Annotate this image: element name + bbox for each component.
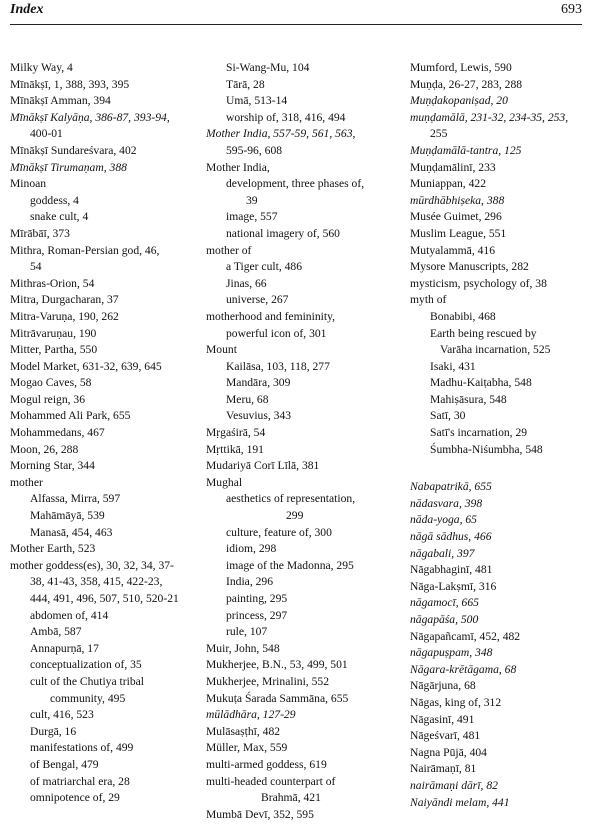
index-entry: Muir, John, 548 [206,641,280,655]
index-entry: Mṛttikā, 191 [206,442,264,456]
index-entry: Mithra, Roman-Persian god, 46, [10,243,160,257]
index-subentry: rule, 107 [226,625,268,639]
index-subentry: Jinas, 66 [226,276,267,290]
index-entry: Milky Way, 4 [10,61,73,74]
index-subentry: of matriarchal era, 28 [30,774,130,788]
index-entry: muṇḍamālā, 231-32, 234-35, 253, [410,110,569,124]
index-entry: Mohammedans, 467 [10,426,105,440]
index-subentry: national imagery of, 560 [226,226,340,240]
index-entry: Mother India, [206,160,270,174]
index-subentry: manifestations of, 499 [30,741,134,755]
index-subentry: idiom, 298 [226,542,277,556]
index-subentry: Madhu-Kaiṭabha, 548 [430,376,532,390]
index-subentry: image, 557 [226,210,278,224]
index-subentry: cult, 416, 523 [30,708,94,722]
index-entry-continuation: Brahmā, 421 [261,791,321,805]
index-entry-continuation: 255 [430,127,448,141]
index-entry: Morning Star, 344 [10,459,95,473]
index-subentry: Alfassa, Mirra, 597 [30,492,121,506]
index-entry: mūrdhābhiṣeka, 388 [410,193,505,207]
index-entry: Mitra, Durgacharan, 37 [10,293,119,307]
index-entry: Nāgabhaginī, 481 [410,563,493,577]
index-entry: Mudariyā Corī Līlā, 381 [206,459,320,473]
index-entry: mūlādhāra, 127-29 [206,708,296,722]
index-entry: Mukherjee, Mrinalini, 552 [206,674,329,688]
index-entry: Mogul reign, 36 [10,392,86,406]
index-subentry-continuation: Varāha incarnation, 525 [440,343,551,357]
index-subentry: omnipotence of, 29 [30,791,120,805]
index-column-2 [206,60,394,823]
index-subentry: snake cult, 4 [30,210,89,224]
index-entry: Nabapatrikā, 655 [410,480,492,494]
index-entry-continuation: 38, 41-43, 358, 415, 422-23, [30,575,163,589]
index-subentry: aesthetics of representation, [226,492,356,506]
index-entry: multi-headed counterpart of [206,774,336,788]
index-entry: Naiyāndi melam, 441 [410,795,510,809]
index-subentry: Si-Wang-Mu, 104 [226,61,310,74]
index-entry: nāda-yoga, 65 [410,513,477,527]
index-entry: mother goddess(es), 30, 32, 34, 37- [10,558,174,572]
index-entry: Mughal [206,475,243,489]
index-entry: Mīnākṣī, 1, 388, 393, 395 [10,77,130,91]
index-subentry: princess, 297 [226,608,288,622]
index-entry: Müller, Max, 559 [206,741,288,755]
index-entry: nādasvara, 398 [410,496,483,510]
index-column-1 [10,60,195,807]
index-entry: Mount [206,343,237,357]
index-entry: Mīnākṣī Kalyāṇa, 386-87, 393-94, [10,110,170,124]
index-entry: Nāgasinī, 491 [410,712,475,726]
index-entry: Mother India, 557-59, 561, 563, [206,127,356,141]
index-subentry: of Bengal, 479 [30,757,99,771]
index-entry: Mitra-Varuṇa, 190, 262 [10,309,119,323]
index-subentry: Tārā, 28 [226,77,265,91]
index-subentry: Mandāra, 309 [226,376,291,390]
index-subentry: worship of, 318, 416, 494 [226,110,346,124]
index-entry: Mīnākṣī Amman, 394 [10,94,111,108]
index-subentry: conceptualization of, 35 [30,658,142,672]
index-subentry: abdomen of, 414 [30,608,109,622]
index-entry: Mulāsaṣṭhī, 482 [206,724,281,738]
index-entry: Musée Guimet, 296 [410,210,502,224]
index-entry: nāgā sādhus, 466 [410,530,492,544]
index-subentry: Umā, 513-14 [226,94,288,108]
index-entry: Muṇḍa, 26-27, 283, 288 [410,77,523,91]
index-subentry: Mahāmāyā, 539 [30,509,105,523]
index-subentry: cult of the Chutiya tribal [30,674,144,688]
index-entry: Nāgeśvarī, 481 [410,729,481,743]
index-entry: Mithras-Orion, 54 [10,276,95,290]
index-entry: Nāgas, king of, 312 [410,695,502,709]
index-entry: nāgamocī, 665 [410,596,479,610]
index-entry: Mukuṭa Śarada Sammāna, 655 [206,691,349,705]
index-entry: Mīrābāī, 373 [10,226,70,240]
index-entry: mother of [206,243,252,257]
index-column-3 [410,60,598,811]
index-entry-continuation: 54 [30,260,42,274]
index-entry: Nāgara-krētāgama, 68 [410,662,517,676]
index-entry-continuation: 595-96, 608 [226,143,283,157]
index-entry: Mīnākṣī Sundareśvara, 402 [10,143,137,157]
index-subentry: image of the Madonna, 295 [226,558,354,572]
index-entry: Nagna Pūjā, 404 [410,745,487,759]
index-entry: nāgapuṣpam, 348 [410,646,493,660]
index-subentry: painting, 295 [226,592,288,605]
page-header [10,2,582,25]
index-subentry-continuation: 39 [246,193,258,207]
index-subentry: Satī's incarnation, 29 [430,426,528,440]
index-entry: Mīnākṣī Tirumaṇam, 388 [10,160,127,174]
index-subentry: Annapurṇā, 17 [30,641,99,655]
index-entry: Mukherjee, B.N., 53, 499, 501 [206,658,348,672]
index-subentry: Vesuvius, 343 [226,409,292,423]
index-entry-continuation: powerful icon of, 301 [226,326,327,340]
index-entry: Mitrāvaruṇau, 190 [10,326,97,340]
index-entry: Nairāmaṇī, 81 [410,762,477,776]
index-subentry: Meru, 68 [226,392,269,406]
index-subentry: Ambā, 587 [30,625,82,639]
index-entry: Minoan [10,177,47,191]
index-subentry: Durgā, 16 [30,724,77,738]
index-entry: Mitter, Partha, 550 [10,343,98,357]
index-subentry: development, three phases of, [226,177,365,191]
index-subentry: Kailāsa, 103, 118, 277 [226,359,330,373]
page-number: 693 [561,2,582,17]
index-entry: Nāga-Lakṣmī, 316 [410,579,497,593]
index-entry: Mohammed Ali Park, 655 [10,409,131,423]
index-subentry: Manasā, 454, 463 [30,525,113,539]
index-entry: Mumford, Lewis, 590 [410,61,512,74]
index-entry: Mṛgaśirā, 54 [206,426,266,440]
index-entry: Mogao Caves, 58 [10,376,92,390]
index-subentry: India, 296 [226,575,274,589]
index-subentry: culture, feature of, 300 [226,525,332,539]
index-subentry: Mahiṣāsura, 548 [430,392,507,406]
index-entry: nairāmaṇi dārī, 82 [410,778,498,792]
index-entry-continuation: 400-01 [30,127,63,141]
index-subentry-continuation: community, 495 [50,691,126,705]
index-entry: Nāgapañcamī, 452, 482 [410,629,521,643]
index-entry: Mutyalammā, 416 [410,243,496,257]
index-subentry-continuation: 299 [286,509,304,523]
index-subentry: a Tiger cult, 486 [226,260,303,274]
index-entry: Mysore Manuscripts, 282 [410,260,529,274]
index-entry: myth of [410,293,447,307]
index-entry: nāgapāśa, 500 [410,613,479,626]
index-entry: mysticism, psychology of, 38 [410,276,547,290]
index-entry: Nāgārjuna, 68 [410,679,476,693]
index-entry: Muslim League, 551 [410,226,507,240]
index-entry: Model Market, 631-32, 639, 645 [10,359,162,373]
index-subentry: Śumbha-Niśumbha, 548 [430,442,543,456]
index-entry: Moon, 26, 288 [10,442,79,456]
index-entry: Mumbā Devī, 352, 595 [206,807,314,821]
index-entry: motherhood and femininity, [206,309,336,323]
index-subentry: goddess, 4 [30,193,79,207]
index-entry: Muṇḍamālinī, 233 [410,160,496,174]
index-entry: Muṇḍamālā-tantra, 125 [410,143,522,157]
index-entry: Muṇḍakopaniṣad, 20 [410,94,508,108]
index-entry: nāgabali, 397 [410,546,475,560]
index-subentry: universe, 267 [226,293,289,307]
index-subentry: Satī, 30 [430,409,466,423]
index-entry: multi-armed goddess, 619 [206,757,327,771]
index-subentry: Bonabibi, 468 [430,309,496,323]
index-subentry: Earth being rescued by [430,326,537,340]
index-entry-continuation: 444, 491, 496, 507, 510, 520-21 [30,592,179,605]
index-entry: Muniappan, 422 [410,177,486,191]
index-entry: Mother Earth, 523 [10,542,96,556]
index-subentry: Isaki, 431 [430,359,476,373]
index-entry: mother [10,475,43,489]
running-head: Index [10,2,44,17]
